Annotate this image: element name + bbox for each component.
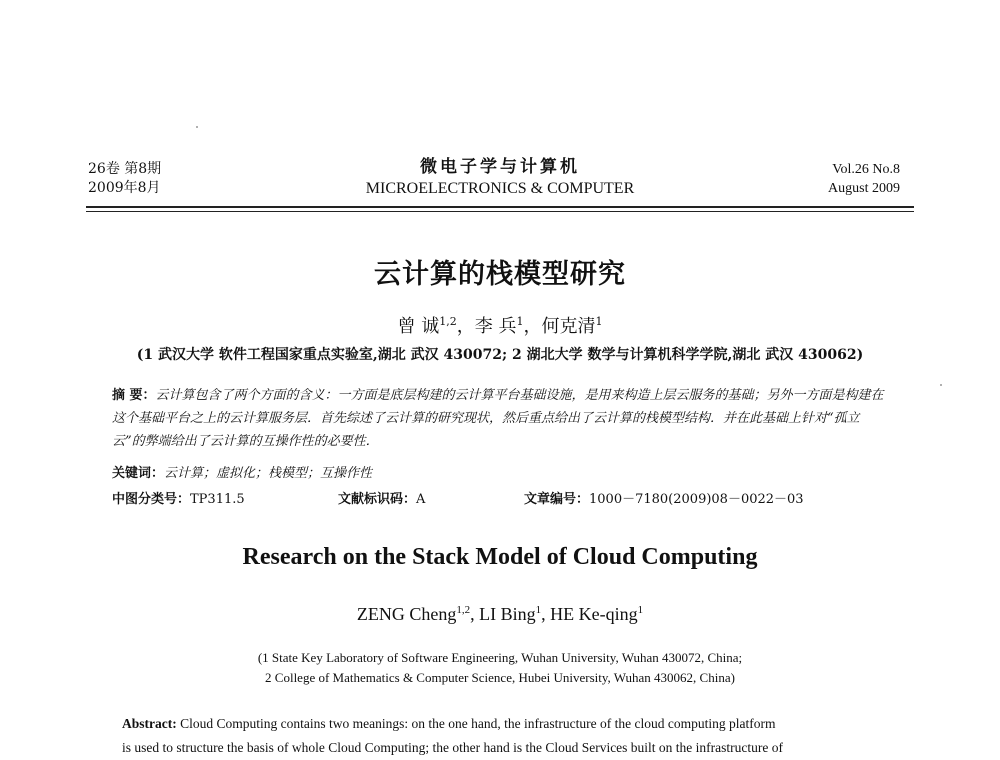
authors-en: [0, 604, 1000, 625]
keywords-cn: [112, 462, 372, 481]
keywords-text: 云计算；虚拟化；栈模型；互操作性: [164, 466, 373, 481]
author-1-cn-sup: 1,2: [439, 315, 457, 328]
abstract-en: [122, 712, 882, 760]
author-3-cn-sup: 1: [595, 315, 603, 328]
affiliation-cn: (1 武汉大学 软件工程国家重点实验室,湖北 武汉 430072; 2 湖北大学 数学与计算机科学学院,湖北 武汉 430062): [136, 347, 864, 363]
author-3-cn: ，何克清: [523, 316, 596, 337]
affiliation-en: [0, 648, 1000, 688]
author-1-cn: 曾 诚: [397, 316, 440, 337]
doc-code-label: 文献标识码：: [338, 492, 417, 507]
paper-title-en: Research on the Stack Model of Cloud Computing: [242, 544, 758, 570]
author-1-en: ZENG Cheng: [356, 604, 457, 624]
scan-speck: [940, 384, 942, 386]
author-2-en-sup: 1: [535, 604, 542, 616]
clc-value: TP311.5: [190, 492, 245, 507]
author-2-en: , LI Bing: [470, 604, 536, 624]
header-rule-thick: [86, 206, 914, 208]
author-1-en-sup: 1,2: [456, 604, 471, 616]
doc-code-value: A: [416, 492, 426, 507]
clc-block: [112, 488, 245, 507]
journal-name-en: MICROELECTRONICS & COMPUTER: [365, 180, 635, 197]
keywords-label: 关键词：: [112, 466, 165, 481]
journal-name-cn: 微电子学与计算机: [420, 157, 580, 177]
abstract-en-label: Abstract:: [122, 716, 177, 731]
author-2-cn: ，李 兵: [456, 316, 517, 337]
abstract-cn-label: 摘 要：: [112, 388, 156, 403]
author-3-en-sup: 1: [637, 604, 644, 616]
clc-label: 中图分类号：: [112, 492, 191, 507]
author-3-en: , HE Ke-qing: [541, 604, 638, 624]
article-no-block: [524, 488, 804, 507]
header-rule-thin: [86, 211, 914, 212]
date-en: August 2009: [828, 181, 900, 196]
header-left: [88, 160, 161, 198]
header-center: [300, 156, 700, 200]
article-no-label: 文章编号：: [524, 492, 590, 507]
affiliation-en-line-2: 2 College of Mathematics & Computer Science, Hubei University, Wuhan 430062, China): [265, 670, 735, 685]
scan-speck: [196, 126, 198, 128]
volume-issue: 26卷 第8期: [88, 161, 162, 177]
abstract-en-line-2: is used to structure the basis of whole Cloud Computing; the other hand is the Cloud Services built on the infrastructure of: [122, 740, 784, 755]
author-2-cn-sup: 1: [516, 315, 524, 328]
affiliation-en-line-1: (1 State Key Laboratory of Software Engineering, Wuhan University, Wuhan 430072, China;: [257, 650, 743, 665]
abstract-en-text-1: Cloud Computing contains two meanings: on the one hand, the infrastructure of the cloud computing platform: [176, 716, 776, 731]
doc-code-block: [338, 488, 425, 507]
authors-cn: [0, 312, 1000, 338]
vol-no: Vol.26 No.8: [832, 162, 900, 177]
abstract-cn: [112, 384, 888, 453]
article-no-value: 1000－7180(2009)08－0022－03: [589, 492, 804, 507]
header-right: [828, 160, 900, 198]
abstract-cn-text: 云计算包含了两个方面的含义：一方面是底层构建的云计算平台基础设施，是用来构造上层云服务的基础；另外一方面是构建在这个基础平台之上的云计算服务层．首先综述了云计算的研究现状，然后重点给出了云计算的栈模型结构．并在此基础上针对“孤立云”的弊端给出了云计算的互操作性的必要性．: [112, 388, 884, 449]
paper-title-cn: 云计算的栈模型研究: [374, 259, 626, 290]
abstract-en-line-1: [122, 712, 882, 736]
date-cn: 2009年8月: [88, 180, 161, 196]
